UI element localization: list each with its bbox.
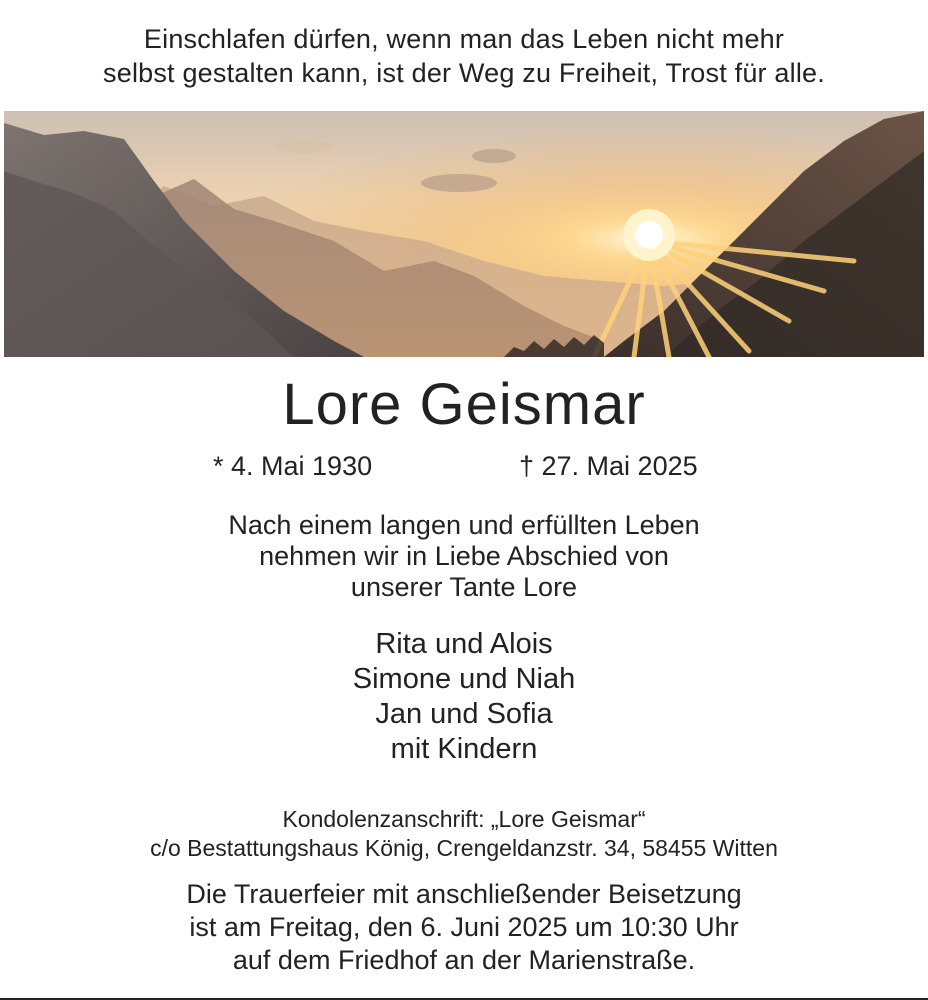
funeral-line: Die Trauerfeier mit anschließender Beisetzung	[186, 879, 742, 909]
farewell-line: unserer Tante Lore	[350, 572, 578, 602]
motto-line: Einschlafen dürfen, wenn man das Leben nicht mehr	[143, 24, 785, 54]
farewell-line: Nach einem langen und erfüllten Leben	[228, 510, 700, 540]
motto-quote	[0, 22, 928, 90]
farewell-line: nehmen wir in Liebe Abschied von	[259, 541, 669, 571]
mourners-list	[0, 627, 928, 767]
life-dates	[0, 449, 928, 483]
condolence-line: Kondolenzanschrift: „Lore Geismar“	[282, 806, 646, 832]
motto-line: selbst gestalten kann, ist der Weg zu Freiheit, Trost für alle.	[103, 58, 825, 88]
mourner-entry: Jan und Sofia	[375, 698, 553, 730]
funeral-line: auf dem Friedhof an der Marienstraße.	[232, 945, 696, 975]
mountain-sunset-image	[4, 111, 924, 357]
mourner-entry: Rita und Alois	[375, 628, 553, 660]
condolence-address	[0, 805, 928, 863]
farewell-text	[0, 510, 928, 603]
mourner-entry: mit Kindern	[390, 733, 538, 765]
birth-date: * 4. Mai 1930	[213, 451, 373, 481]
funeral-line: ist am Freitag, den 6. Juni 2025 um 10:30 Uhr	[189, 912, 739, 942]
condolence-line: c/o Bestattungshaus König, Crengeldanzstr. 34, 58455 Witten	[150, 835, 778, 861]
death-date: † 27. Mai 2025	[519, 451, 698, 481]
funeral-details	[0, 878, 928, 977]
mourner-entry: Simone und Niah	[352, 663, 576, 695]
deceased-name: Lore Geismar	[282, 372, 646, 437]
